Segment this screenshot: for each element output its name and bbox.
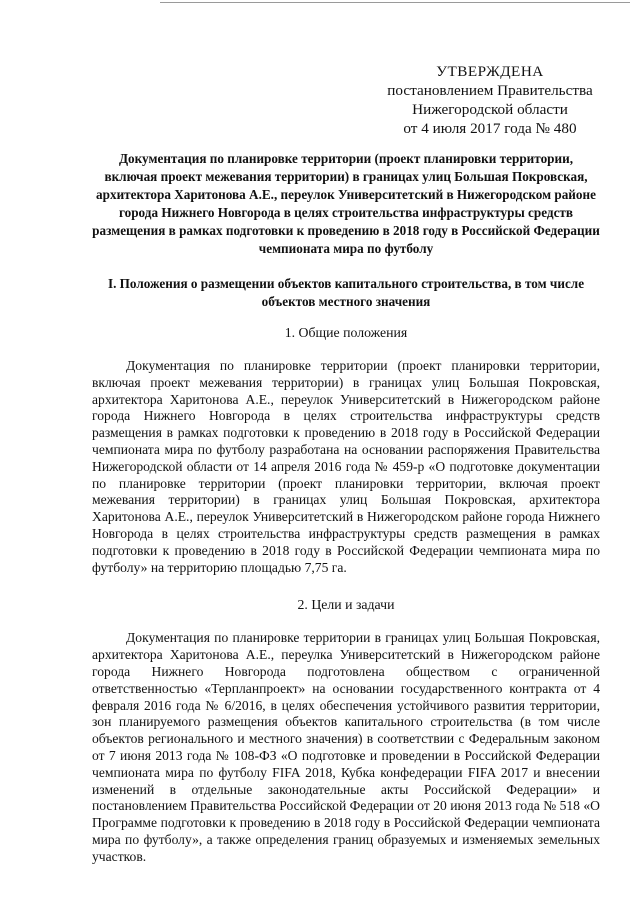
approval-stamp: [372, 62, 608, 138]
top-border-line: [160, 2, 630, 3]
subsection-title-general: 1. Общие положения: [284, 325, 408, 340]
approval-line-date: от 4 июля 2017 года № 480: [403, 120, 577, 137]
subsection-title-goals: 2. Цели и задачи: [297, 597, 395, 613]
paragraph-general-provisions: Документация по планировке территории (проект планировки территории, включая проект межевания территории) в границах улиц Большая Покровская, архитектора Харитонова А.Е., переулок Университетский в Нижегородском районе города Нижнего Новгорода в целях строительства инфраструктуры средств размещения в рамках подготовки к проведению в 2018 году в Российской Федерации чемпионата мира по футболу разработана на основании распоряжения Правительства Нижегородской области от 14 апреля 2016 года № 459-р «О подготовке документации по планировке территории (проект планировки территории, включая проект межевания территории) в границах улиц Большая Покровская, архитектора Харитонова А.Е., переулок Университетский в Нижегородском районе города Нижнего Новгорода в целях строительства инфраструктуры средств размещения в рамках подготовки к проведению в 2018 году в Российской Федерации чемпионата мира по футболу» на территорию площадью 7,75 га.: [92, 358, 600, 575]
paragraph-goals-and-tasks: Документация по планировке территории в границах улиц Большая Покровская, архитектора Харитонова А.Е., переулка Университетский в Нижегородском районе города Нижнего Новгорода подготовлена обществом с ограниченной ответственностью «Терпланпроект» на основании государственного контракта от 4 февраля 2016 года № 6/2016, в целях обеспечения устойчивого развития территории, зон планируемого размещения объектов капитального строительства (в том числе объектов регионального и местного значения) в соответствии с Федеральным законом от 7 июня 2013 года № 108-ФЗ «О подготовке и проведении в Российской Федерации чемпионата мира по футболу FIFA 2018, Кубка конфедерации FIFA 2017 и внесении изменений в отдельные законодательные акты Российской Федерации» и постановлением Правительства Российской Федерации от 20 июня 2013 года № 518 «О Программе подготовки к проведению в 2018 году в Российской Федерации чемпионата мира по футболу», а также определения границ образуемых и изменяемых земельных участков.: [92, 630, 600, 864]
approval-line-region: Нижегородской области: [412, 101, 568, 118]
approval-heading: УТВЕРЖДЕНА: [436, 63, 544, 80]
approval-line-authority: постановлением Правительства: [387, 82, 593, 99]
document-body: [92, 150, 600, 866]
section-title: I. Положения о размещении объектов капитального строительства, в том числе объектов местного значения: [107, 276, 585, 309]
document-title: Документация по планировке территории (проект планировки территории, включая проект межевания территории) в границах улиц Большая Покровская, архитектора Харитонова А.Е., переулок Университетский в Нижегородском районе города Нижнего Новгорода в целях строительства инфраструктуры средств размещения в рамках подготовки к проведению в 2018 году в Российской Федерации чемпионата мира по футболу: [92, 151, 600, 256]
